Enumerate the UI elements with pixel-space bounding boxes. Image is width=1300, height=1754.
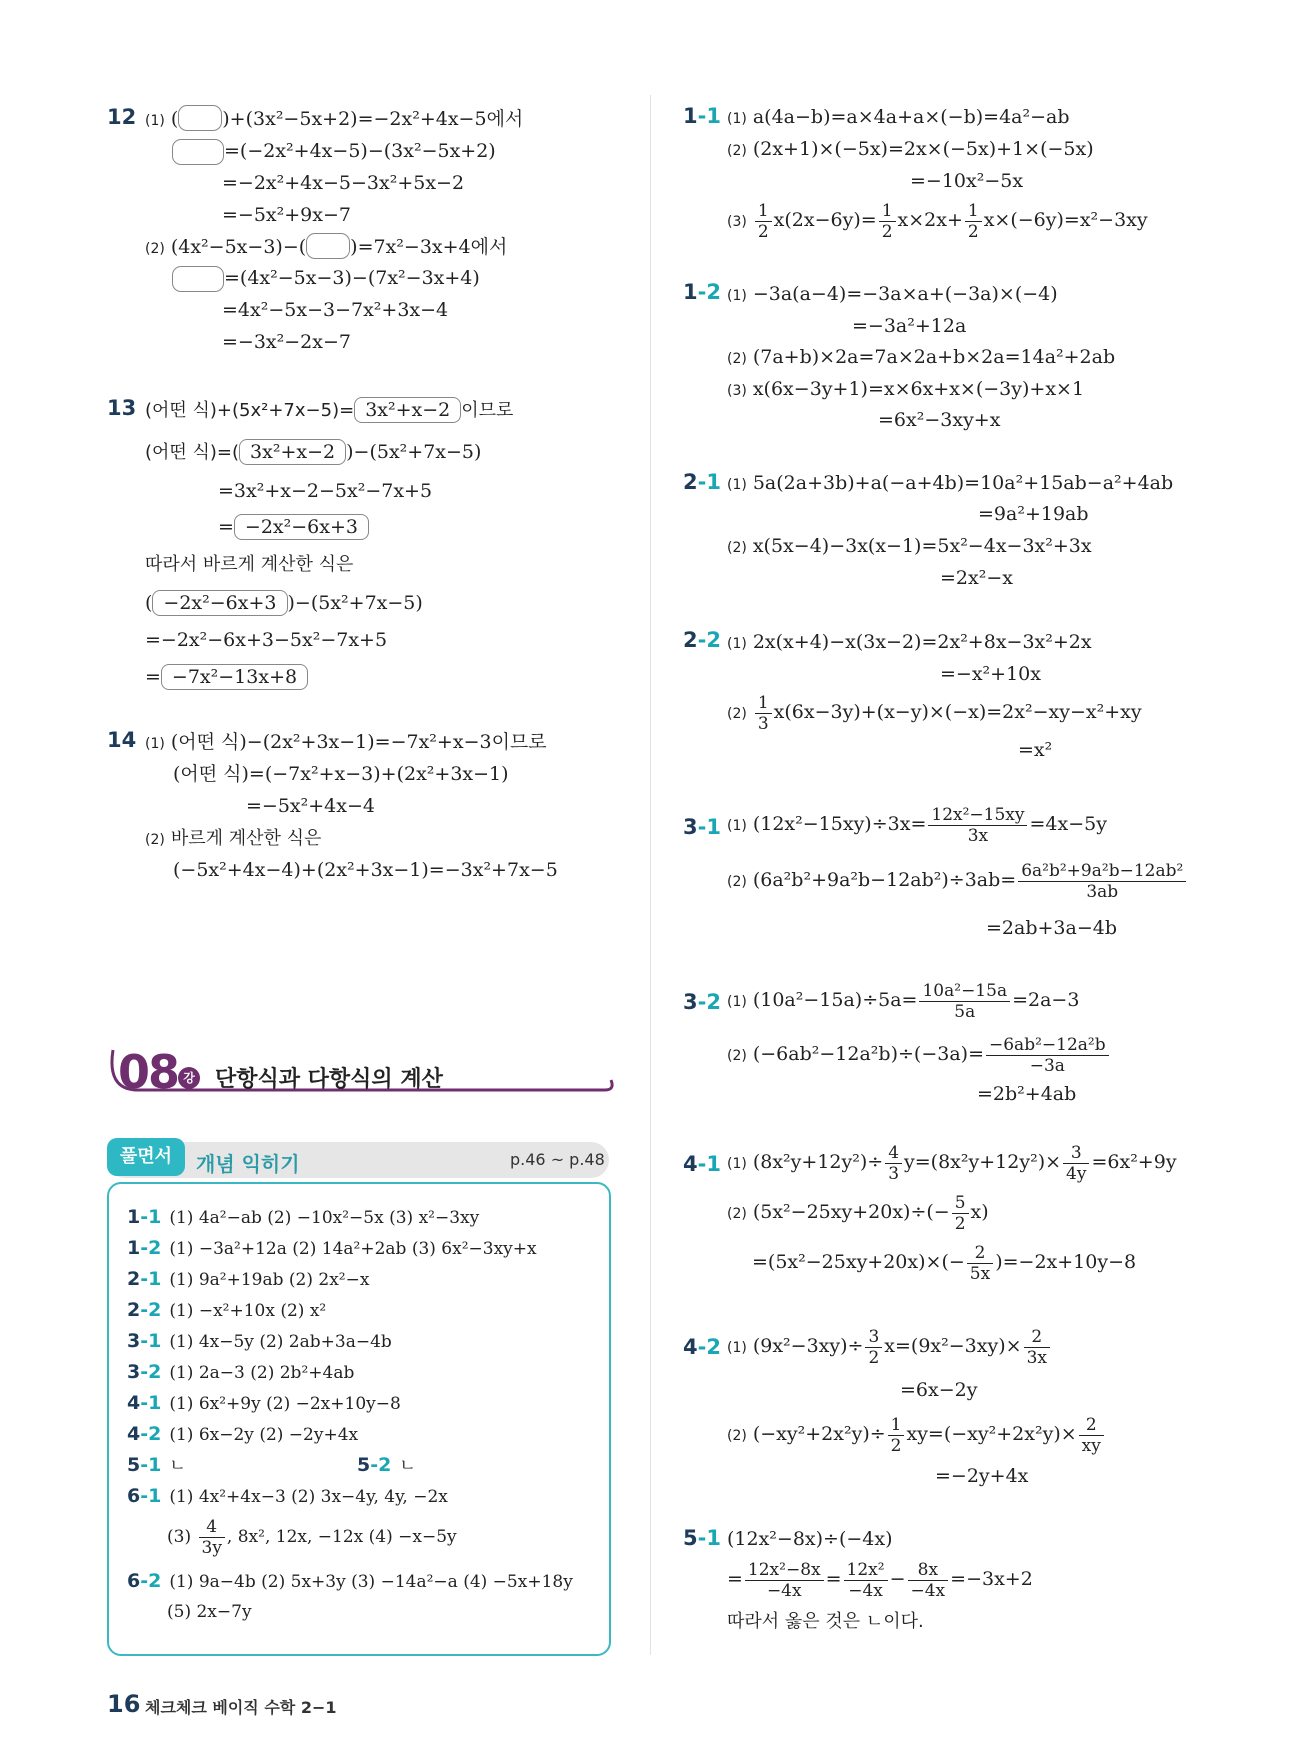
r42-line3: (2) (−xy²+2x²y)÷ $\frac{1}{2}$ xy=(−xy²+2x²y)× $\frac{2}{xy}$ bbox=[727, 1410, 1106, 1460]
column-divider bbox=[650, 95, 651, 1655]
answer-row: 1-2 (1) −3a²+12a (2) 14a²+2ab (3) 6x²−3xy+x bbox=[127, 1237, 537, 1259]
r11-line1: (1) a(4a−b)=a×4a+a×(−b)=4a²−ab bbox=[727, 106, 1070, 128]
p13-line3: =3x²+x−2−5x²−7x+5 bbox=[218, 480, 433, 502]
r12-line4: (3) x(6x−3y+1)=x×6x+x×(−3y)+x×1 bbox=[727, 378, 1085, 400]
blank-box bbox=[172, 139, 224, 165]
r21-line4: =2x²−x bbox=[940, 567, 1013, 589]
answer-row: 4-1 (1) 6x²+9y (2) −2x+10y−8 bbox=[127, 1392, 401, 1414]
p12-line1: (1) ( )+(3x²−5x+2)=−2x²+4x−5에서 bbox=[145, 107, 523, 133]
r21-line2: =9a²+19ab bbox=[978, 503, 1089, 525]
r21-line3: (2) x(5x−4)−3x(x−1)=5x²−4x−3x²+3x bbox=[727, 535, 1092, 557]
r11-line2: (2) (2x+1)×(−5x)=2x×(−5x)+1×(−5x) bbox=[727, 138, 1094, 160]
answer-row: 6-2 (1) 9a−4b (2) 5x+3y (3) −14a²−a (4) −5x+18y bbox=[127, 1570, 573, 1592]
problem-id: 2-2 bbox=[683, 628, 721, 652]
page-number: 16 bbox=[107, 1690, 141, 1718]
answer-row: 5-2 ㄴ bbox=[357, 1454, 416, 1476]
p13-line7: =−2x²−6x+3−5x²−7x+5 bbox=[145, 629, 388, 651]
problem-id: 4-1 bbox=[683, 1152, 721, 1176]
r11-line3: =−10x²−5x bbox=[910, 170, 1024, 192]
answer-row: 3-1 (1) 4x−5y (2) 2ab+3a−4b bbox=[127, 1330, 392, 1352]
p14-line4: (2) 바르게 계산한 식은 bbox=[145, 828, 322, 849]
p12-line6: =(4x²−5x−3)−(7x²−3x+4) bbox=[224, 267, 480, 289]
r42-line2: =6x−2y bbox=[900, 1379, 978, 1401]
r51-line3: 따라서 옳은 것은 ㄴ이다. bbox=[727, 1611, 924, 1632]
answer-row: 3-2 (1) 2a−3 (2) 2b²+4ab bbox=[127, 1361, 355, 1383]
answer-row: 2-2 (1) −x²+10x (2) x² bbox=[127, 1299, 327, 1321]
lesson-title: 단항식과 다항식의 계산 bbox=[215, 1067, 443, 1092]
r22-line2: =−x²+10x bbox=[940, 663, 1041, 685]
p13-line2: (어떤 식)=( 3x²+x−2 )−(5x²+7x−5) bbox=[145, 441, 482, 463]
problem-id: 1-2 bbox=[683, 280, 721, 304]
p13-line6: ( −2x²−6x+3 )−(5x²+7x−5) bbox=[145, 592, 423, 614]
r31-line2: (2) (6a²b²+9a²b−12ab²)÷3ab= $\frac{\text{6a²b²+9a²b−12ab²}}{3ab}$ bbox=[727, 856, 1188, 906]
p12-line2: =(−2x²+4x−5)−(3x²−5x+2) bbox=[224, 140, 496, 162]
p13-line5: 따라서 바르게 계산한 식은 bbox=[145, 554, 354, 575]
lesson-number: 08 bbox=[118, 1045, 179, 1099]
r22-line1: (1) 2x(x+4)−x(3x−2)=2x²+8x−3x²+2x bbox=[727, 631, 1092, 653]
r51-line1: (12x²−8x)÷(−4x) bbox=[727, 1528, 893, 1550]
answer-row: 4-2 (1) 6x−2y (2) −2y+4x bbox=[127, 1423, 359, 1445]
concept-pages: p.46 ~ p.48 bbox=[510, 1150, 605, 1169]
p12-line5: (2) (4x²−5x−3)−( )=7x²−3x+4에서 bbox=[145, 235, 507, 261]
problem-id: 4-2 bbox=[683, 1335, 721, 1359]
r12-line1: (1) −3a(a−4)=−3a×a+(−3a)×(−4) bbox=[727, 283, 1058, 305]
p12-line3: =−2x²+4x−5−3x²+5x−2 bbox=[222, 172, 465, 194]
problem-number-13: 13 bbox=[107, 396, 137, 420]
r32-line3: =2b²+4ab bbox=[977, 1083, 1077, 1105]
r12-line5: =6x²−3xy+x bbox=[878, 409, 1001, 431]
p12-line4: =−5x²+9x−7 bbox=[222, 204, 351, 226]
p14-line3: =−5x²+4x−4 bbox=[246, 795, 375, 817]
answer-row: 5-1 ㄴ bbox=[127, 1454, 186, 1476]
answer-row: (5) 2x−7y bbox=[167, 1602, 252, 1622]
r11-line4: (3) $\frac{1}{2}$ x(2x−6y)= $\frac{1}{2}$ x×2x+ $\frac{1}{2}$ x×(−6y)=x²−3xy bbox=[727, 200, 1148, 242]
r32-line1: (1) (10a²−15a)÷5a= $\frac{\text{10a²−15a}}{5a}$ =2a−3 bbox=[727, 980, 1080, 1022]
p12-line7: =4x²−5x−3−7x²+3x−4 bbox=[222, 299, 449, 321]
r42-line4: =−2y+4x bbox=[935, 1465, 1029, 1487]
problem-id: 5-1 bbox=[683, 1526, 721, 1550]
concept-tag: 풀면서 bbox=[107, 1138, 185, 1176]
r22-line4: =x² bbox=[1018, 739, 1053, 761]
concept-name: 개념 익히기 bbox=[196, 1152, 300, 1176]
problem-id: 3-1 bbox=[683, 815, 721, 839]
problem-id: 1-1 bbox=[683, 104, 721, 128]
p13-line8: = −7x²−13x+8 bbox=[145, 664, 308, 690]
problem-number-14: 14 bbox=[107, 728, 137, 752]
problem-id: 2-1 bbox=[683, 470, 721, 494]
p13-line4: = −2x²−6x+3 bbox=[218, 514, 369, 540]
r31-line1: (1) (12x²−15xy)÷3x= $\frac{\text{12x²−15xy}}{3x}$ =4x−5y bbox=[727, 804, 1107, 846]
r12-line3: (2) (7a+b)×2a=7a×2a+b×2a=14a²+2ab bbox=[727, 346, 1116, 368]
problem-id: 3-2 bbox=[683, 990, 721, 1014]
r12-line2: =−3a²+12a bbox=[852, 315, 967, 337]
p14-line2: (어떤 식)=(−7x²+x−3)+(2x²+3x−1) bbox=[173, 763, 509, 785]
p13-line1: (어떤 식)+(5x²+7x−5)= 3x²+x−2 이므로 bbox=[145, 399, 514, 421]
r41-line1: (1) (8x²y+12y²)÷ $\frac{4}{3}$ y=(8x²y+12y²)× $\frac{3}{4y}$ =6x²+9y bbox=[727, 1142, 1177, 1184]
answer-row: 1-1 (1) 4a²−ab (2) −10x²−5x (3) x²−3xy bbox=[127, 1206, 480, 1228]
r51-line2: = $\frac{\text{12x²−8x}}{-4x}$ = $\frac{\text{12x²}}{-4x}$ − $\frac{8x}{-4x}$ =−3x+2 bbox=[727, 1559, 1033, 1601]
problem-number-12: 12 bbox=[107, 105, 137, 129]
lesson-badge: 강 bbox=[178, 1067, 200, 1089]
r21-line1: (1) 5a(2a+3b)+a(−a+4b)=10a²+15ab−a²+4ab bbox=[727, 472, 1174, 494]
answer-row: 6-1 (1) 4x²+4x−3 (2) 3x−4y, 4y, −2x bbox=[127, 1485, 448, 1507]
answer-row: (3) $\frac{4}{3y}$ , 8x², 12x, −12x (4) −x−5y bbox=[167, 1517, 457, 1558]
r22-line3: (2) $\frac{1}{3}$ x(6x−3y)+(x−y)×(−x)=2x²−xy−x²+xy bbox=[727, 692, 1142, 734]
r31-line3: =2ab+3a−4b bbox=[986, 917, 1118, 939]
r41-line2: (2) (5x²−25xy+20x)÷(− $\frac{5}{2}$ x) bbox=[727, 1192, 989, 1234]
p12-line8: =−3x²−2x−7 bbox=[222, 331, 351, 353]
r41-line3: =(5x²−25xy+20x)×(− $\frac{2}{5x}$ )=−2x+10y−8 bbox=[752, 1242, 1137, 1284]
blank-box bbox=[172, 266, 224, 292]
answer-row: 2-1 (1) 9a²+19ab (2) 2x²−x bbox=[127, 1268, 370, 1290]
r42-line1: (1) (9x²−3xy)÷ $\frac{3}{2}$ x=(9x²−3xy)× $\frac{2}{3x}$ bbox=[727, 1322, 1052, 1372]
p14-line5: (−5x²+4x−4)+(2x²+3x−1)=−3x²+7x−5 bbox=[173, 859, 558, 881]
r32-line2: (2) (−6ab²−12a²b)÷(−3a)= $\frac{\text{−6ab²−12a²b}}{-3a}$ bbox=[727, 1030, 1111, 1080]
p14-line1: (1) (어떤 식)−(2x²+3x−1)=−7x²+x−3이므로 bbox=[145, 731, 547, 753]
book-title: 체크체크 베이직 수학 2−1 bbox=[145, 1698, 337, 1717]
